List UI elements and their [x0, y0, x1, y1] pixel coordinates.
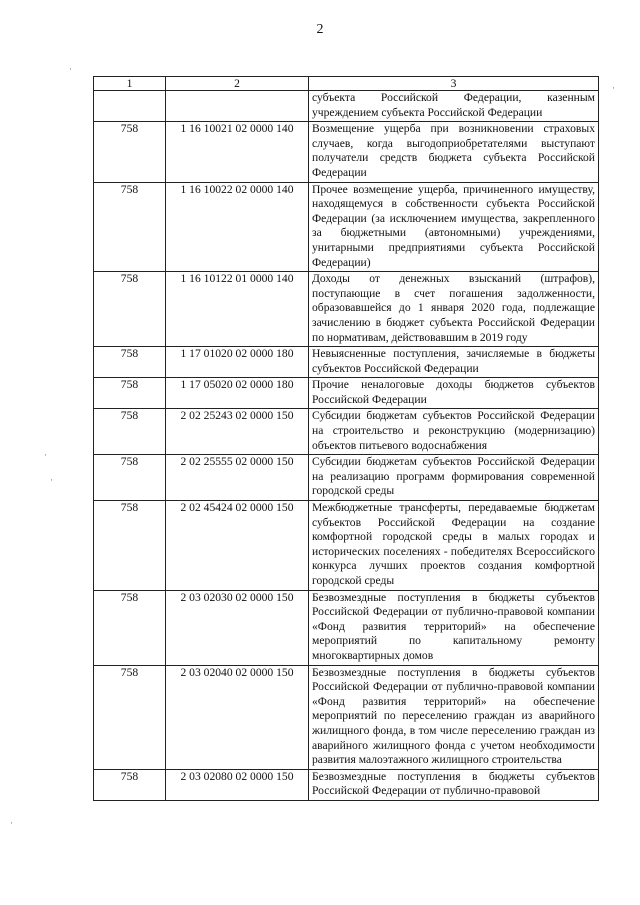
description-cell: Возмещение ущерба при возникновении страховых случаев, когда выгодоприобретателями выступают получатели средств бюджета субъекта Российской Федерации [309, 122, 599, 182]
table-row [94, 455, 599, 501]
table-row [94, 769, 599, 800]
admin-code-cell: 758 [94, 590, 166, 665]
description-cell: Безвозмездные поступления в бюджеты субъектов Российской Федерации от публично-правовой компании «Фонд развития территорий» на обеспечение мероприятий по переселению граждан из аварийного жилищного фонда, в том числе переселению граждан из аварийного жилищного фонда с учетом необходимости развития малоэтажного жилищного строительства [309, 665, 599, 769]
admin-code-cell: 758 [94, 122, 166, 182]
admin-code-cell [94, 91, 166, 122]
revenue-codes-table [93, 76, 599, 801]
description-cell: Безвозмездные поступления в бюджеты субъектов Российской Федерации от публично-правовой [309, 769, 599, 800]
admin-code-cell: 758 [94, 769, 166, 800]
admin-code-cell: 758 [94, 455, 166, 501]
table-row [94, 409, 599, 455]
admin-code-cell: 758 [94, 501, 166, 591]
page-number: 2 [316, 22, 324, 37]
table-row [94, 122, 599, 182]
description-cell: Доходы от денежных взысканий (штрафов), поступающие в счет погашения задолженности, образовавшейся до 1 января 2020 года, подлежащие зачислению в бюджет субъекта Российской Федерации по нормативам, действовавшим в 2019 году [309, 272, 599, 347]
budget-code-cell: 1 16 10021 02 0000 140 [166, 122, 309, 182]
table-header-row [94, 77, 599, 91]
description-cell: Прочее возмещение ущерба, причиненного имуществу, находящемуся в собственности субъекта Российской Федерации (за исключением имущества, закрепленного за бюджетными (автономными) учреждениями, унитарными предприятиями субъекта Российской Федерации) [309, 182, 599, 272]
table-row [94, 182, 599, 272]
budget-code-cell: 1 17 05020 02 0000 180 [166, 378, 309, 409]
scan-speck: · [69, 64, 72, 74]
admin-code-cell: 758 [94, 665, 166, 769]
scan-speck: · [44, 450, 47, 460]
table-row [94, 347, 599, 378]
description-cell: Безвозмездные поступления в бюджеты субъектов Российской Федерации от публично-правовой компании «Фонд развития территорий» на обеспечение мероприятий по капитальному ремонту многоквартирных домов [309, 590, 599, 665]
budget-code-cell: 2 03 02040 02 0000 150 [166, 665, 309, 769]
description-cell: Субсидии бюджетам субъектов Российской Федерации на строительство и реконструкцию (модернизацию) объектов питьевого водоснабжения [309, 409, 599, 455]
budget-code-cell: 2 02 25243 02 0000 150 [166, 409, 309, 455]
budget-code-cell: 2 02 45424 02 0000 150 [166, 501, 309, 591]
budget-code-cell: 2 02 25555 02 0000 150 [166, 455, 309, 501]
scan-speck: · [612, 83, 615, 93]
description-cell: Субсидии бюджетам субъектов Российской Федерации на реализацию программ формирования современной городской среды [309, 455, 599, 501]
table-row [94, 378, 599, 409]
description-cell: Невыясненные поступления, зачисляемые в бюджеты субъектов Российской Федерации [309, 347, 599, 378]
admin-code-cell: 758 [94, 272, 166, 347]
budget-code-cell: 1 17 01020 02 0000 180 [166, 347, 309, 378]
description-cell: Межбюджетные трансферты, передаваемые бюджетам субъектов Российской Федерации на создание комфортной городской среды в малых городах и исторических поселениях - победителях Всероссийского конкурса лучших проектов создания комфортной городской среды [309, 501, 599, 591]
scan-speck: · [50, 475, 53, 485]
table-body [94, 91, 599, 801]
admin-code-cell: 758 [94, 347, 166, 378]
budget-code-cell: 1 16 10122 01 0000 140 [166, 272, 309, 347]
budget-code-cell [166, 91, 309, 122]
description-cell: субъекта Российской Федерации, казенным учреждением субъекта Российской Федерации [309, 91, 599, 122]
table-row [94, 272, 599, 347]
column-header-code: 2 [166, 77, 309, 91]
table-row [94, 501, 599, 591]
admin-code-cell: 758 [94, 409, 166, 455]
table-row [94, 91, 599, 122]
admin-code-cell: 758 [94, 182, 166, 272]
table-row [94, 590, 599, 665]
column-header-admin: 1 [94, 77, 166, 91]
scan-speck: · [10, 818, 13, 828]
budget-code-cell: 2 03 02030 02 0000 150 [166, 590, 309, 665]
budget-code-cell: 2 03 02080 02 0000 150 [166, 769, 309, 800]
column-header-description: 3 [309, 77, 599, 91]
description-cell: Прочие неналоговые доходы бюджетов субъектов Российской Федерации [309, 378, 599, 409]
admin-code-cell: 758 [94, 378, 166, 409]
table-row [94, 665, 599, 769]
budget-code-cell: 1 16 10022 02 0000 140 [166, 182, 309, 272]
